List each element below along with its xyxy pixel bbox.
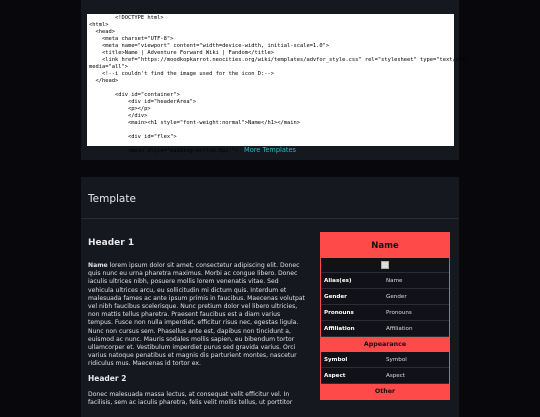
row-key: Affiliation [324, 325, 355, 332]
template-heading: Template [88, 193, 136, 205]
infobox-section-other: Other [321, 384, 449, 399]
paragraph-1 [88, 262, 306, 369]
row-value: Pronouns [386, 309, 412, 316]
row-key: Aspect [324, 372, 346, 379]
more-templates-link[interactable]: More Templates [244, 146, 296, 154]
paragraph-2: Donec malesuada massa lectus, at consequat velit efficitur vel. In facilisis, sem ac iaculis pharetra, felis velit mollis tellus, ut porttitor [88, 391, 293, 407]
infobox-row [321, 321, 449, 337]
infobox-section-appearance: Appearance [321, 337, 449, 352]
row-key: Symbol [324, 356, 348, 363]
row-key: Alias(es) [324, 277, 352, 284]
name-bold: Name [88, 262, 108, 269]
code-text: <!DOCTYPE html> <html> <head> <meta charset="UTF-8"> <meta name="viewport" content="width=device-width, initial-scale=1.0"> <title>Name | Adventure Forward Wiki | Fandom</title> <link href="https://moodkopkarrot.neocities.org/wiki/templates/advfor_style.css" rel="stylesheet" type="text/css" media="all"> <!--i couldn't find the image used for the icon D:--> </head> <div id="container"> <div id="headerArea"> <p></p> </div> <main><h1 style="font-weight:normal">Name</h1></main> <div id="flex"> <main style="padding-bottom:0px;"> [89, 15, 469, 154]
row-key: Pronouns [324, 309, 354, 316]
row-value: Symbol [386, 356, 407, 363]
infobox-title: Name [321, 233, 449, 258]
paragraph-1-text: lorem ipsum dolor sit amet, consectetur adipiscing elit. Donec quis nunc eu urna pharetra maximus. Morbi ac congue libero. Donec iaculis ultrices nibh, posuere mollis lorem venenatis vitae. Sed vehicula ultrices arcu, eu sollicitudin mi dictum quis. Interdum et malesuada fames ac ante ipsum primis in faucibus. Maecenas volutpat vel nibh faucibus scelerisque. Nunc pretium dolor vel libero ultricies, non mattis tellus pharetra. Praesent faucibus est a diam varius tempus. Fusce non nulla imperdiet, efficitur risus nec, egestas ligula. Nunc non cursus sem. Phasellus ante est, dapibus non tincidunt a, euismod ac nunc. Mauris sodales mollis sapien, eu bibendum tortor ullamcorper et. Vestibulum imperdiet purus sed gravida varius. Orci varius natoque penatibus et magnis dis parturient montes, nascetur ridiculus mus. Maecenas id tortor ex. [88, 262, 305, 368]
row-value: Gender [386, 293, 407, 300]
row-value: Name [386, 277, 403, 284]
row-value: Aspect [386, 372, 406, 379]
section-divider [81, 218, 459, 219]
infobox-row [321, 352, 449, 368]
infobox-row [321, 273, 449, 289]
row-value: Affiliation [386, 325, 413, 332]
row-key: Gender [324, 293, 347, 300]
broken-image-icon [381, 261, 389, 269]
infobox [320, 232, 450, 400]
infobox-row [321, 305, 449, 321]
header-1: Header 1 [88, 238, 135, 248]
infobox-row [321, 289, 449, 305]
header-2: Header 2 [88, 374, 127, 383]
infobox-row [321, 368, 449, 384]
infobox-image [321, 258, 449, 273]
